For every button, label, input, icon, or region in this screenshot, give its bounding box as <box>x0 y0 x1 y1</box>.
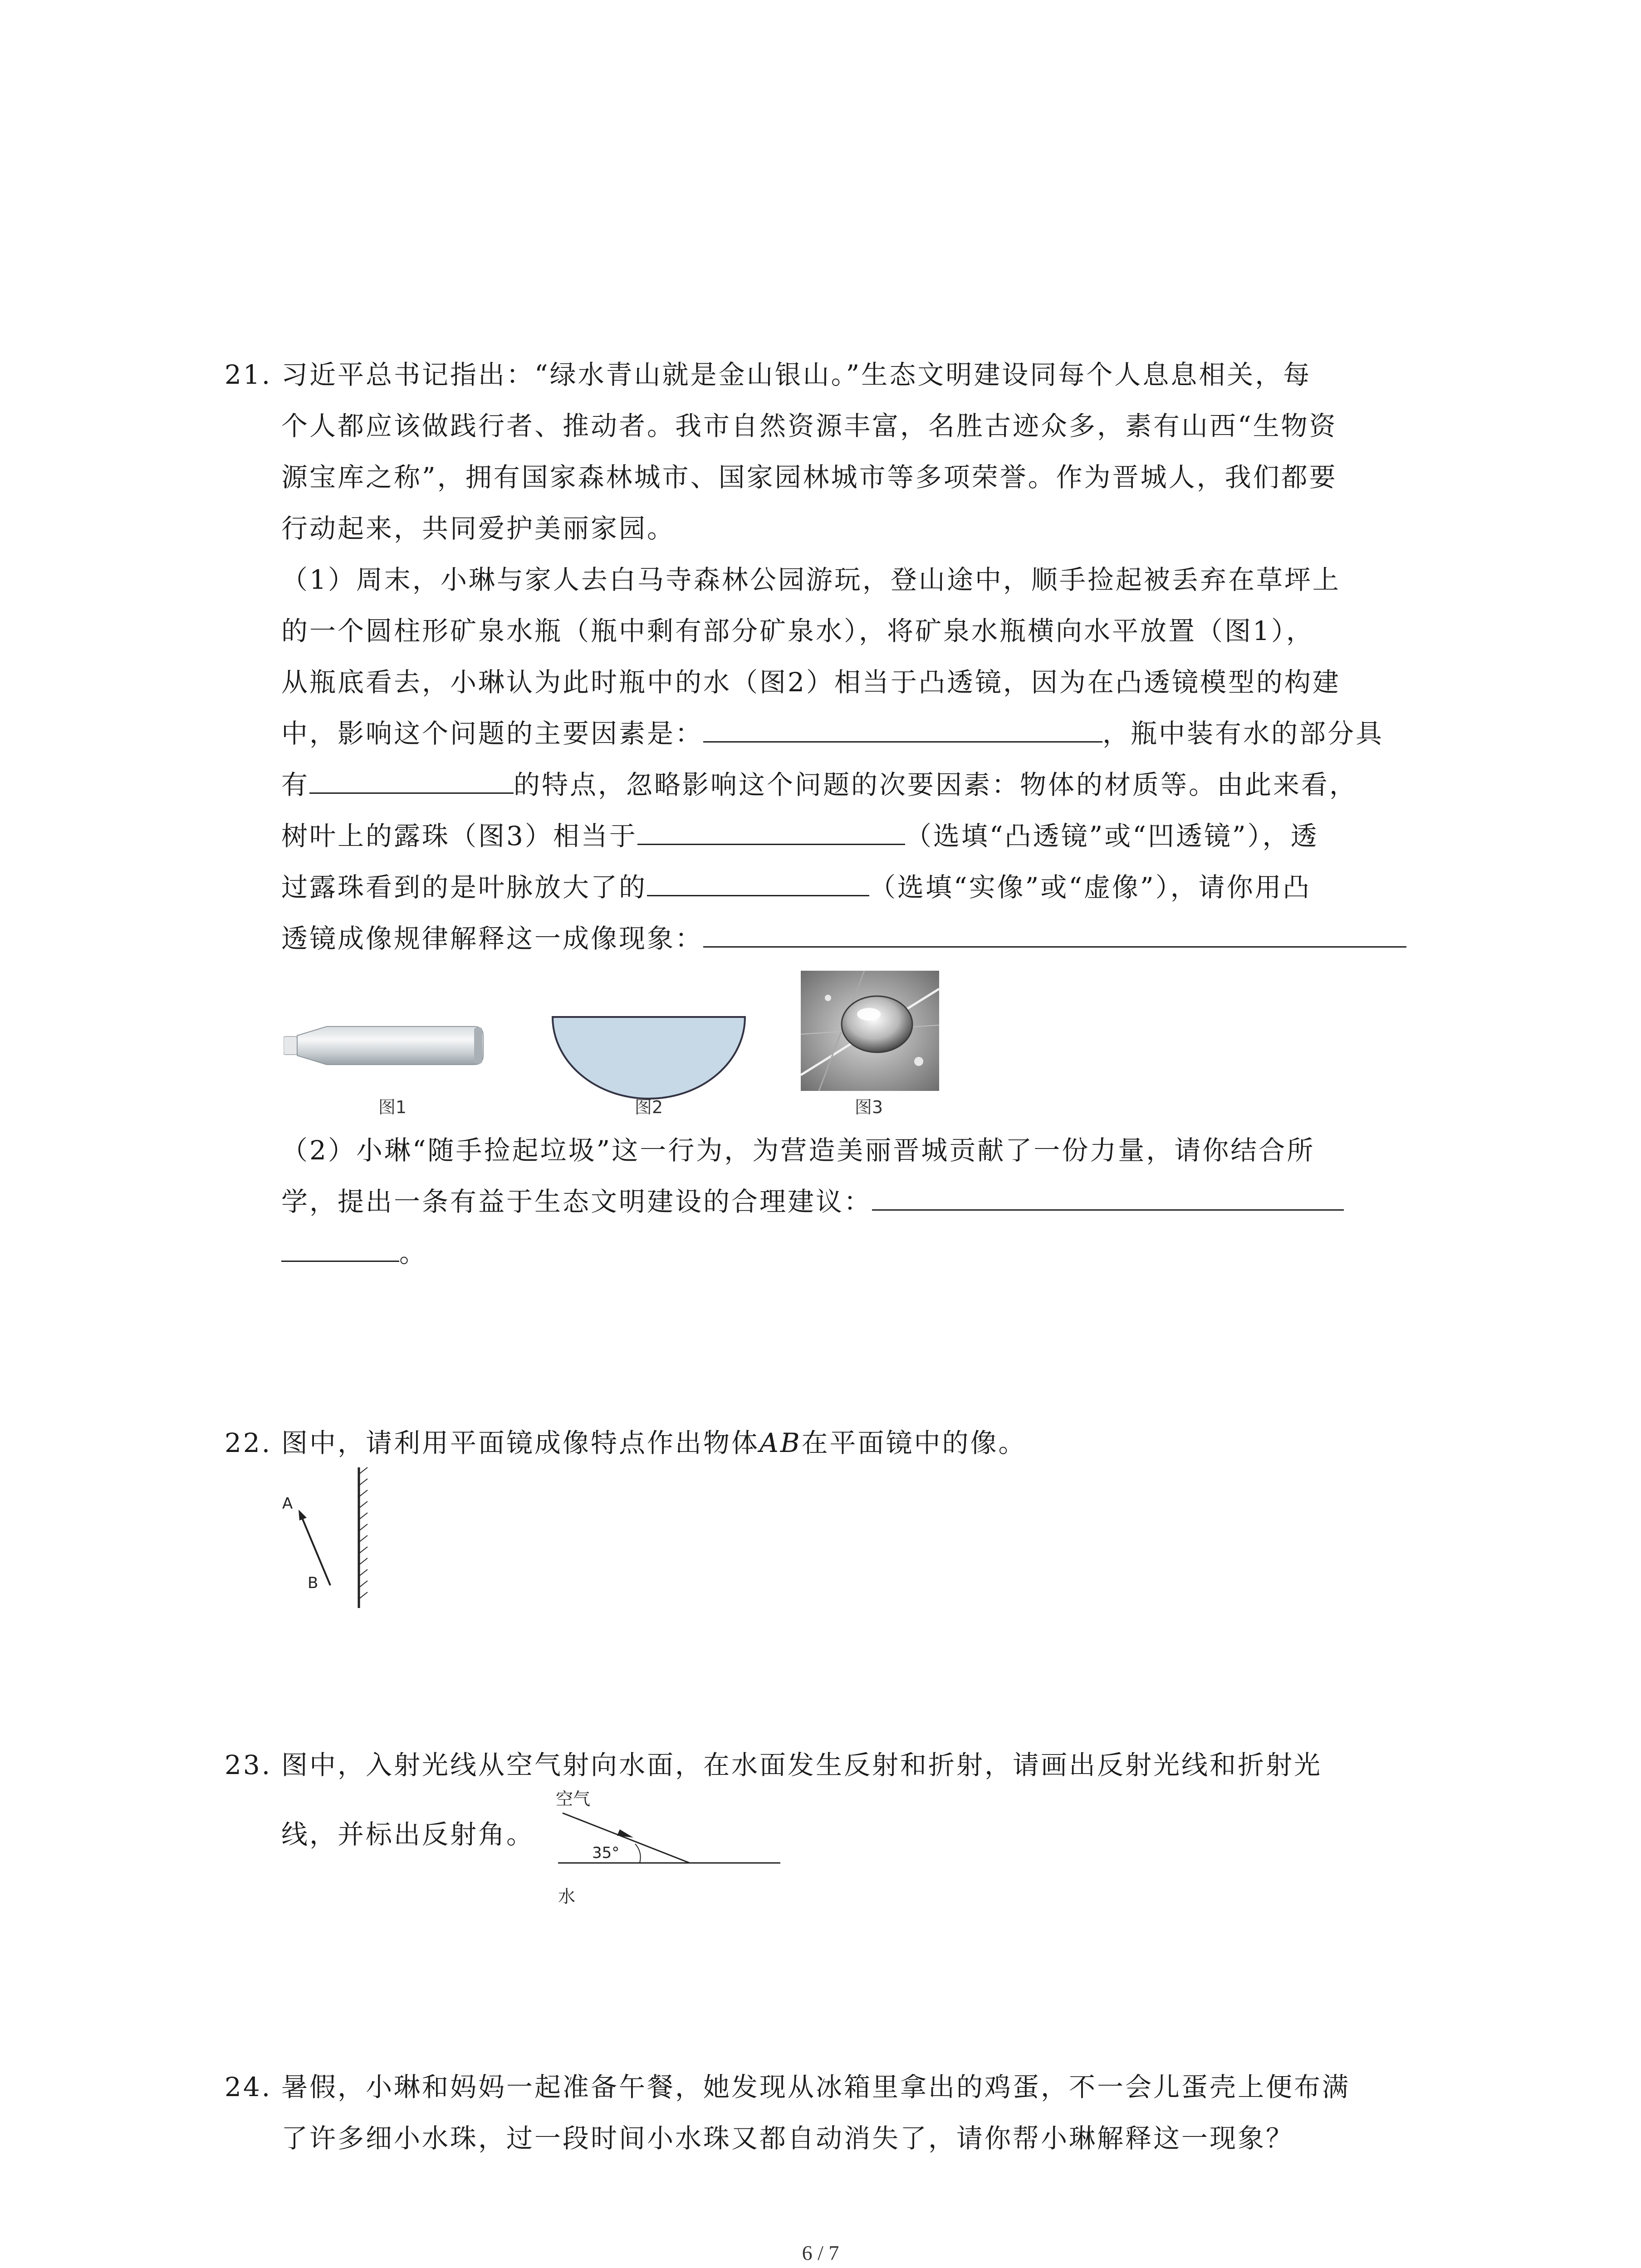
text: 有 <box>281 769 310 800</box>
object-ab: AB <box>759 1427 802 1458</box>
q21-part1-line-8 <box>281 913 1450 964</box>
question-number: 23. <box>225 1750 272 1780</box>
text: ，瓶中装有水的部分具 <box>1102 718 1384 749</box>
q22-text <box>281 1418 1450 1469</box>
air-label: 空气 <box>556 1789 591 1809</box>
figure-2-caption: 图2 <box>634 1097 663 1117</box>
answer-blank-explanation[interactable] <box>703 921 1406 948</box>
question-24 <box>225 2062 1450 2164</box>
q21-part1-line-5 <box>281 759 1450 811</box>
answer-blank-image-type[interactable] <box>647 870 869 896</box>
question-23 <box>225 1740 1450 1860</box>
q23-line-1: 图中，入射光线从空气射向水面，在水面发生反射和折射，请画出反射光线和折射光 <box>281 1750 1323 1780</box>
answer-blank-suggestion-cont[interactable] <box>281 1235 399 1262</box>
q21-part2-line-3 <box>281 1227 1450 1279</box>
text: 透镜成像规律解释这一成像现象： <box>281 923 704 954</box>
figure-2-water-section <box>549 1012 749 1102</box>
angle-label: 35° <box>592 1844 620 1862</box>
text: 在平面镜中的像。 <box>801 1427 1027 1458</box>
text: 。 <box>399 1237 428 1268</box>
q21-intro-line-2: 个人都应该做践行者、推动者。我市自然资源丰富，名胜古迹众多，素有山西“生物资 <box>281 411 1337 441</box>
text: 学，提出一条有益于生态文明建设的合理建议： <box>281 1186 872 1217</box>
semicircle-lens <box>549 1012 749 1102</box>
q24-line-2: 了许多细小水珠，过一段时间小水珠又都自动消失了，请你帮小琳解释这一现象？ <box>281 2123 1294 2154</box>
figure-3-dewdrop <box>801 971 939 1091</box>
answer-blank-main-factor[interactable] <box>703 716 1102 743</box>
question-21-part-2 <box>225 1125 1450 1279</box>
question-number: 24. <box>225 2072 272 2102</box>
point-b-label: B <box>308 1574 318 1592</box>
q21-part2-line-2 <box>281 1176 1450 1227</box>
q21-intro-line-4: 行动起来，共同爱护美丽家园。 <box>281 513 676 544</box>
figure-3-caption: 图3 <box>854 1097 883 1117</box>
figure-q23-refraction <box>554 1785 789 1921</box>
text: 过露珠看到的是叶脉放大了的 <box>281 872 647 903</box>
q23-line-2: 线，并标出反射角。 <box>281 1819 535 1850</box>
point-a-label: A <box>282 1495 293 1513</box>
question-21 <box>225 349 1450 964</box>
text: 图中，请利用平面镜成像特点作出物体 <box>281 1427 760 1458</box>
q21-part2-line-1: （2）小琳“随手捡起垃圾”这一行为，为营造美丽晋城贡献了一份力量，请你结合所 <box>281 1135 1315 1166</box>
question-number: 21. <box>225 359 272 390</box>
q24-line-1: 暑假，小琳和妈妈一起准备午餐，她发现从冰箱里拿出的鸡蛋，不一会儿蛋壳上便布满 <box>281 2072 1351 2102</box>
figure-1-bottle <box>284 1014 488 1077</box>
text: （选填“实像”或“虚像”），请你用凸 <box>869 872 1311 903</box>
q21-part1-line-3: 从瓶底看去，小琳认为此时瓶中的水（图2）相当于凸透镜，因为在凸透镜模型的构建 <box>281 667 1341 698</box>
text: （选填“凸透镜”或“凹透镜”），透 <box>905 821 1319 851</box>
question-number: 22. <box>225 1427 272 1458</box>
answer-blank-lens-type[interactable] <box>637 818 905 845</box>
water-label: 水 <box>558 1887 576 1906</box>
text: 中，影响这个问题的主要因素是： <box>281 718 704 749</box>
answer-blank-suggestion[interactable] <box>872 1184 1344 1211</box>
plane-mirror-diagram <box>277 1465 386 1610</box>
figure-1-caption: 图1 <box>378 1097 407 1117</box>
answer-blank-feature[interactable] <box>309 767 514 794</box>
q21-part1-line-4 <box>281 708 1450 759</box>
text: 的特点，忽略影响这个问题的次要因素：物体的材质等。由此来看， <box>514 769 1358 800</box>
dewdrop-photo <box>801 971 939 1091</box>
page-number: 6 / 7 <box>802 2241 839 2264</box>
q21-part1-line-7 <box>281 862 1450 913</box>
q21-intro-line-1: 习近平总书记指出：“绿水青山就是金山银山。”生态文明建设同每个人息息相关，每 <box>281 359 1312 390</box>
bottle-illustration <box>284 1014 488 1077</box>
q21-part1-line-6 <box>281 811 1450 862</box>
q21-part1-line-1: （1）周末，小琳与家人去白马寺森林公园游玩，登山途中，顺手捡起被丢弃在草坪上 <box>281 564 1341 595</box>
question-22 <box>225 1418 1450 1469</box>
q21-intro-line-3: 源宝库之称”，拥有国家森林城市、国家园林城市等多项荣誉。作为晋城人，我们都要 <box>281 462 1337 493</box>
figure-q22-mirror <box>277 1465 386 1610</box>
q21-part1-line-2: 的一个圆柱形矿泉水瓶（瓶中剩有部分矿泉水），将矿泉水瓶横向水平放置（图1）， <box>281 616 1314 646</box>
text: 树叶上的露珠（图3）相当于 <box>281 821 637 851</box>
